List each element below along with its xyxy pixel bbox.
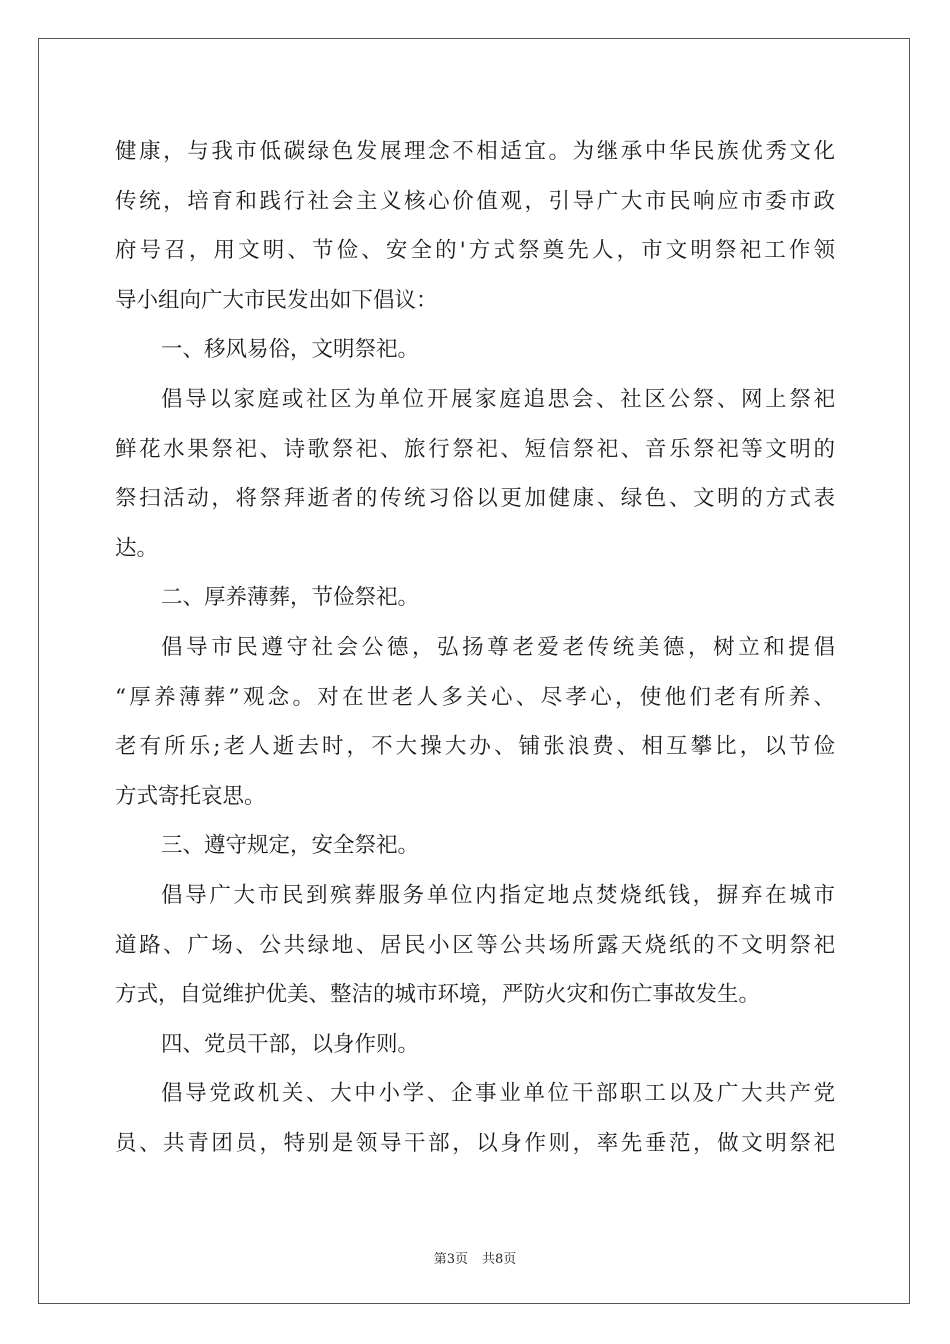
section-heading: 一、移风易俗，文明祭祀。 bbox=[161, 337, 420, 363]
text-line: 健康，与我市低碳绿色发展理念不相适宜。为继承中华民族优秀文化 bbox=[115, 139, 835, 164]
text-line: 方式，自觉维护优美、整洁的城市环境，严防火灾和伤亡事故发生。 bbox=[115, 982, 761, 1008]
text-line: 倡导市民遵守社会公德，弘扬尊老爱老传统美德，树立和提倡 bbox=[161, 634, 835, 660]
total-pages: 共8页 bbox=[482, 1252, 517, 1267]
text-line: 倡导广大市民到殡葬服务单位内指定地点焚烧纸钱，摒弃在城市 bbox=[161, 882, 835, 908]
text-line: 倡导以家庭或社区为单位开展家庭追思会、社区公祭、网上祭祀 bbox=[161, 386, 835, 412]
document-body bbox=[115, 127, 835, 1168]
text-line: 道路、广场、公共绿地、居民小区等公共场所露天烧纸的不文明祭祀 bbox=[115, 932, 835, 958]
text-line: 祭扫活动，将祭拜逝者的传统习俗以更加健康、绿色、文明的方式表 bbox=[115, 486, 835, 512]
section-heading: 三、遵守规定，安全祭祀。 bbox=[161, 833, 420, 859]
text-line: 传统，培育和践行社会主义核心价值观，引导广大市民响应市委市政 bbox=[115, 188, 835, 214]
text-line: 方式寄托哀思。 bbox=[115, 783, 266, 809]
text-line: 倡导党政机关、大中小学、企事业单位干部职工以及广大共产党 bbox=[161, 1081, 835, 1107]
text-line: 府号召，用文明、节俭、安全的'方式祭奠先人，市文明祭祀工作领 bbox=[115, 238, 835, 264]
text-line: 达。 bbox=[115, 535, 159, 561]
text-line: 鲜花水果祭祀、诗歌祭祀、旅行祭祀、短信祭祀、音乐祭祀等文明的 bbox=[115, 436, 835, 462]
text-line: “厚养薄葬”观念。对在世老人多关心、尽孝心，使他们老有所养、 bbox=[115, 684, 835, 710]
section-heading: 二、厚养薄葬，节俭祭祀。 bbox=[161, 585, 420, 611]
text-line: 老有所乐;老人逝去时，不大操大办、铺张浪费、相互攀比，以节俭 bbox=[115, 734, 835, 760]
page-footer bbox=[0, 1248, 950, 1267]
current-page-number: 第3页 bbox=[433, 1252, 468, 1267]
text-line: 导小组向广大市民发出如下倡议： bbox=[115, 287, 438, 313]
section-heading: 四、党员干部，以身作则。 bbox=[161, 1031, 420, 1057]
text-line: 员、共青团员，特别是领导干部，以身作则，率先垂范，做文明祭祀 bbox=[115, 1130, 835, 1156]
